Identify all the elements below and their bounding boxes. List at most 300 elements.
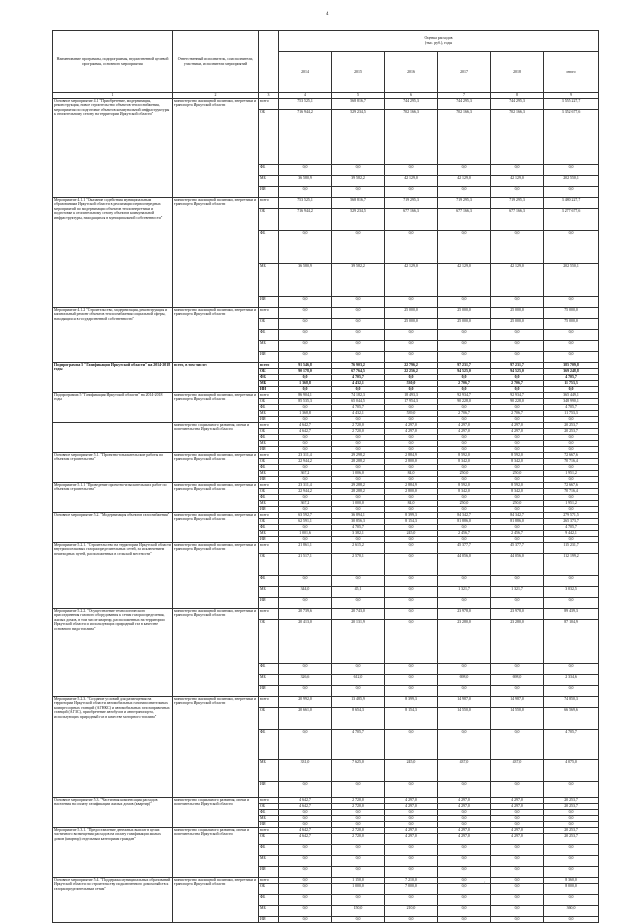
amount-cell: 1 951,2 [544, 500, 599, 506]
funding-source: ФБ [259, 809, 279, 815]
amount-cell: 0,0 [332, 440, 385, 446]
funding-source: МБ [259, 530, 279, 536]
amount-cell: 245,0 [385, 759, 438, 781]
table-row [53, 696, 599, 707]
amount-cell: 0,0 [279, 506, 332, 512]
amount-cell: 23 280,0 [491, 619, 544, 663]
amount-cell: 2 720,0 [332, 827, 385, 833]
amount-cell: 0,0 [544, 844, 599, 855]
amount-cell: 0,0 [332, 318, 385, 329]
amount-cell: 0,0 [385, 340, 438, 351]
amount-cell: 0,0 [332, 821, 385, 827]
funding-source: всего [259, 542, 279, 553]
amount-cell: 74 182,3 [332, 392, 385, 398]
amount-cell: 20 743,0 [332, 608, 385, 619]
amount-cell: 0,0 [332, 476, 385, 482]
amount-cell: 744 295,3 [385, 98, 438, 109]
amount-cell: 0,0 [385, 329, 438, 340]
amount-cell: 30 856,3 [332, 518, 385, 524]
amount-cell: 0,0 [385, 608, 438, 619]
amount-cell: 0,0 [279, 340, 332, 351]
amount-cell: 2 334,6 [544, 674, 599, 685]
amount-cell: 0,0 [332, 307, 385, 318]
amount-cell: 0,0 [491, 164, 544, 175]
table-row [53, 197, 599, 208]
amount-cell: 7 625,0 [332, 759, 385, 781]
amount-cell: 1 006,0 [332, 470, 385, 476]
amount-cell: 28 288,2 [332, 488, 385, 494]
amount-cell: 0,0 [491, 351, 544, 362]
amount-cell: 0,0 [279, 663, 332, 674]
amount-cell: 84 342,7 [438, 512, 491, 518]
amount-cell: 529 234,5 [332, 109, 385, 164]
amount-cell: 0,0 [491, 866, 544, 877]
amount-cell: 0,0 [438, 916, 491, 922]
amount-cell: 4 297,0 [491, 833, 544, 844]
amount-cell: 530,0 [385, 380, 438, 386]
amount-cell: 0,0 [332, 663, 385, 674]
amount-cell: 0,0 [544, 809, 599, 815]
amount-cell: 13 485,9 [332, 696, 385, 707]
amount-cell: 0,0 [332, 597, 385, 608]
amount-cell: 326,6 [279, 674, 332, 685]
amount-cell: 344,0 [279, 586, 332, 597]
header-year: 2015 [332, 52, 385, 93]
amount-cell: 115 231,7 [544, 542, 599, 553]
amount-cell: 94 525,0 [491, 368, 544, 374]
amount-cell: 84 342,7 [491, 512, 544, 518]
amount-cell: 2 884,9 [385, 482, 438, 488]
funding-source: ОБ [259, 368, 279, 374]
amount-cell: 0,0 [491, 916, 544, 922]
amount-cell: 4 642,7 [279, 827, 332, 833]
amount-cell: 0,0 [279, 230, 332, 263]
amount-cell: 0,0 [544, 434, 599, 440]
amount-cell: 81 886,0 [491, 518, 544, 524]
amount-cell: 20 253,7 [544, 797, 599, 803]
row-executor: министерство социального развития, опеки и попечительства Иркутской области [173, 797, 259, 827]
amount-cell: 0,0 [332, 815, 385, 821]
amount-cell: 22 256,2 [385, 368, 438, 374]
amount-cell: 0,0 [279, 729, 332, 759]
amount-cell: 0,0 [544, 329, 599, 340]
amount-cell: 0,0 [279, 685, 332, 696]
amount-cell: 87 104,9 [544, 619, 599, 663]
amount-cell: 0,0 [544, 855, 599, 866]
amount-cell: 0,0 [332, 866, 385, 877]
funding-source: ФБ [259, 575, 279, 586]
amount-cell: 4 297,0 [385, 428, 438, 434]
amount-cell: 0,0 [279, 374, 332, 380]
amount-cell: 0,0 [385, 524, 438, 530]
amount-cell: 245,0 [385, 530, 438, 536]
funding-source: МБ [259, 470, 279, 476]
amount-cell: 2 456,7 [438, 530, 491, 536]
table-row [53, 98, 599, 109]
amount-cell: 367,2 [279, 470, 332, 476]
amount-cell: 0,0 [332, 186, 385, 197]
amount-cell: 25 000,0 [385, 307, 438, 318]
amount-cell: 702 166,3 [438, 109, 491, 164]
amount-cell: 25 000,0 [438, 307, 491, 318]
amount-cell: 90 228,0 [491, 398, 544, 404]
amount-cell: 0,0 [385, 440, 438, 446]
amount-cell: 76 903,2 [332, 362, 385, 368]
amount-cell: 0,0 [385, 781, 438, 797]
amount-cell: 1 001,6 [279, 530, 332, 536]
amount-cell: 698,0 [438, 674, 491, 685]
amount-cell: 702 166,3 [491, 109, 544, 164]
amount-cell: 0,0 [544, 340, 599, 351]
amount-cell: 2 570,1 [332, 553, 385, 575]
amount-cell: 4 297,0 [438, 422, 491, 428]
amount-cell: 0,0 [385, 894, 438, 905]
row-executor: министерство жилищной политики, энергетики и транспорта Иркутской области [173, 542, 259, 608]
amount-cell: 0,0 [332, 809, 385, 815]
amount-cell: 66 569,6 [544, 707, 599, 729]
funding-source: МБ [259, 380, 279, 386]
amount-cell: 0,0 [438, 164, 491, 175]
funding-source: МБ [259, 175, 279, 186]
amount-cell: 1 321,7 [491, 586, 544, 597]
row-executor: министерство жилищной политики, энергетики и транспорта Иркутской области [173, 877, 259, 922]
amount-cell: 0,0 [279, 844, 332, 855]
amount-cell: 20 253,7 [544, 428, 599, 434]
funding-source: ФБ [259, 464, 279, 470]
amount-cell: 0,0 [438, 464, 491, 470]
amount-cell: 0,0 [544, 476, 599, 482]
header-year: 2018 [491, 52, 544, 93]
amount-cell: 0,0 [544, 916, 599, 922]
amount-cell: 4 297,0 [438, 803, 491, 809]
row-executor: министерство жилищной политики, энергетики и транспорта Иркутской области [173, 307, 259, 362]
amount-cell: 348 990,1 [544, 398, 599, 404]
amount-cell: 14 550,0 [438, 707, 491, 729]
amount-cell: 11 753,3 [544, 410, 599, 416]
amount-cell: 112 199,2 [544, 553, 599, 575]
row-name: Основное мероприятие 4.1 "Приобретение, модернизация, реконструкция, новое строительство объектов теплоснабжения, мероприятия по подготовке объектов коммунальной инфраструктуры к отопительному сезону на территории Иркутской области" [53, 98, 173, 197]
funding-source: всего [259, 797, 279, 803]
amount-cell: 2 720,0 [332, 833, 385, 844]
amount-cell: 202 550,1 [544, 175, 599, 186]
amount-cell: 0,0 [544, 296, 599, 307]
funding-source: ОБ [259, 428, 279, 434]
amount-cell: 0,0 [544, 351, 599, 362]
row-name: Подпрограмма 5 "Газификация Иркутской области" на 2014-2018 годы [53, 362, 173, 392]
amount-cell: 22 944,2 [279, 458, 332, 464]
funding-source: ИИ [259, 476, 279, 482]
amount-cell: 0,0 [279, 866, 332, 877]
amount-cell: 1 150,0 [332, 877, 385, 883]
funding-source: всего [259, 197, 279, 208]
funding-source: ОБ [259, 803, 279, 809]
amount-cell: 716 944,2 [279, 109, 332, 164]
amount-cell: 36 580,9 [279, 175, 332, 186]
amount-cell: 0,0 [385, 809, 438, 815]
amount-cell: 23 280,0 [438, 619, 491, 663]
amount-cell: 0,0 [385, 575, 438, 586]
amount-cell: 8 154,3 [385, 707, 438, 729]
amount-cell: 21 517,1 [279, 553, 332, 575]
amount-cell: 0,0 [385, 619, 438, 663]
amount-cell: 4 642,7 [279, 428, 332, 434]
amount-cell: 0,0 [544, 781, 599, 797]
amount-cell: 4 432,1 [332, 410, 385, 416]
amount-cell: 0,0 [279, 186, 332, 197]
funding-source: ОБ [259, 458, 279, 464]
amount-cell: 4 297,0 [385, 422, 438, 428]
row-name: Мероприятие 4.1.1 "Оказание содействия муниципальным образованиям Иркутской области в реализации первоочередных мероприятий по модернизации объектов теплоэнергетики и подготовке к отопительному сезону объектов коммунальной инфраструктуры, находящихся в муниципальной собственности" [53, 197, 173, 307]
amount-cell: 8 342,0 [438, 458, 491, 464]
amount-cell: 0,0 [491, 374, 544, 380]
amount-cell: 28 288,2 [332, 458, 385, 464]
amount-cell: 7 210,0 [385, 877, 438, 883]
amount-cell: 0,0 [491, 440, 544, 446]
amount-cell: 0,0 [438, 597, 491, 608]
amount-cell: 0,0 [544, 186, 599, 197]
amount-cell: 74 850,3 [544, 696, 599, 707]
amount-cell: 8 592,0 [491, 482, 544, 488]
amount-cell: 331,0 [279, 759, 332, 781]
funding-source: ОБ [259, 518, 279, 524]
header-year: 2016 [385, 52, 438, 93]
amount-cell: 0,0 [279, 464, 332, 470]
amount-cell: 0,0 [279, 575, 332, 586]
amount-cell: 4 705,7 [332, 374, 385, 380]
amount-cell: 0,0 [385, 186, 438, 197]
row-executor: министерство жилищной политики, энергетики и транспорта Иркутской области [173, 512, 259, 542]
amount-cell: 11 753,3 [544, 380, 599, 386]
amount-cell: 719 295,3 [385, 197, 438, 208]
amount-cell: 7 000,0 [385, 883, 438, 894]
amount-cell: 0,0 [385, 916, 438, 922]
amount-cell: 0,0 [332, 916, 385, 922]
funding-source: всего [259, 422, 279, 428]
funding-source: ОБ [259, 318, 279, 329]
table-row [53, 542, 599, 553]
amount-cell: 8 592,0 [438, 482, 491, 488]
funding-source: ФБ [259, 729, 279, 759]
amount-cell: 529 234,5 [332, 208, 385, 230]
amount-cell: 4 297,0 [438, 797, 491, 803]
funding-source: ОБ [259, 707, 279, 729]
amount-cell: 753 525,1 [279, 197, 332, 208]
amount-cell: 2 706,7 [491, 380, 544, 386]
amount-cell: 0,0 [279, 318, 332, 329]
amount-cell: 4 642,7 [279, 797, 332, 803]
amount-cell: 0,0 [438, 809, 491, 815]
amount-cell: 3 382,1 [332, 530, 385, 536]
header-year: 2014 [279, 52, 332, 93]
amount-cell: 0,0 [385, 729, 438, 759]
amount-cell: 0,0 [491, 476, 544, 482]
amount-cell: 90 178,0 [279, 368, 332, 374]
amount-cell: 744 295,3 [491, 98, 544, 109]
amount-cell: 0,0 [279, 781, 332, 797]
amount-cell: 202 550,1 [544, 263, 599, 296]
amount-cell: 1 000,0 [332, 883, 385, 894]
funding-source: всего [259, 98, 279, 109]
amount-cell: 42 129,0 [438, 175, 491, 186]
amount-cell: 1 368,8 [279, 380, 332, 386]
amount-cell: 42 129,0 [491, 263, 544, 296]
amount-cell: 0,0 [491, 404, 544, 410]
amount-cell: 1 951,2 [544, 470, 599, 476]
row-name: Основное мероприятие 5.1. "Проектно-изыскательские работы по объектам строительства" [53, 452, 173, 482]
amount-cell: 20 739,6 [279, 608, 332, 619]
amount-cell: 716 944,2 [279, 208, 332, 230]
row-executor: министерство социального развития, опеки и попечительства Иркутской области [173, 422, 259, 452]
amount-cell: 0,0 [279, 494, 332, 500]
amount-cell: 8 399,3 [385, 512, 438, 518]
amount-cell: 0,0 [491, 663, 544, 674]
funding-source: ФБ [259, 844, 279, 855]
funding-source: ИИ [259, 446, 279, 452]
amount-cell: 0,0 [385, 404, 438, 410]
amount-cell: 0,0 [491, 329, 544, 340]
amount-cell: 0,0 [332, 386, 385, 392]
amount-cell: 2 706,7 [491, 410, 544, 416]
funding-source: МБ [259, 586, 279, 597]
amount-cell: 0,0 [491, 340, 544, 351]
funding-source: ОБ [259, 619, 279, 663]
amount-cell: 0,0 [438, 386, 491, 392]
amount-cell: 3 555 227,7 [544, 98, 599, 109]
amount-cell: 0,0 [491, 494, 544, 500]
amount-cell: 0,0 [491, 186, 544, 197]
amount-cell: 86 904,1 [279, 392, 332, 398]
amount-cell: 0,0 [491, 685, 544, 696]
budget-table [52, 30, 599, 923]
row-name: Основное мероприятие 5.4. "Поддержка муниципальных образований Иркутской области по строительству подключенного домохозяйств к газораспределительным сетям" [53, 877, 173, 922]
funding-source: всего [259, 392, 279, 398]
funding-source: всего [259, 827, 279, 833]
amount-cell: 0,0 [438, 476, 491, 482]
amount-cell: 8 342,0 [491, 458, 544, 464]
amount-cell: 360,0 [544, 905, 599, 916]
amount-cell: 22 944,2 [279, 488, 332, 494]
row-executor: министерство жилищной политики, энергетики и транспорта Иркутской области [173, 98, 259, 197]
row-executor: министерство социального развития, опеки и попечительства Иркутской области [173, 827, 259, 877]
amount-cell: 0,0 [385, 542, 438, 553]
amount-cell: 0,0 [491, 446, 544, 452]
amount-cell: 250,0 [438, 500, 491, 506]
amount-cell: 0,0 [438, 230, 491, 263]
amount-cell: 0,0 [332, 844, 385, 855]
funding-source: МБ [259, 674, 279, 685]
amount-cell: 14 987,0 [491, 696, 544, 707]
amount-cell: 539,0 [385, 410, 438, 416]
amount-cell: 8 592,0 [438, 452, 491, 458]
amount-cell: 1 321,7 [438, 586, 491, 597]
amount-cell: 0,0 [491, 386, 544, 392]
funding-source: ФБ [259, 894, 279, 905]
amount-cell: 4 297,0 [385, 797, 438, 803]
amount-cell: 369 248,8 [544, 368, 599, 374]
funding-source: ИИ [259, 916, 279, 922]
funding-source: ФБ [259, 374, 279, 380]
amount-cell: 0,0 [491, 855, 544, 866]
amount-cell: 0,0 [279, 894, 332, 905]
amount-cell: 0,0 [332, 464, 385, 470]
header-name: Наименование программы, подпрограммы, ведомственной целевой программы, основного мероприятия [53, 31, 173, 93]
amount-cell: 4 297,0 [491, 827, 544, 833]
amount-cell: 0,0 [544, 685, 599, 696]
amount-cell: 568 816,7 [332, 197, 385, 208]
funding-source: всего [259, 877, 279, 883]
amount-cell: 0,0 [438, 575, 491, 586]
funding-source: всего [259, 482, 279, 488]
amount-cell: 0,0 [438, 416, 491, 422]
amount-cell: 20 253,7 [544, 803, 599, 809]
amount-cell: 365 449,1 [544, 392, 599, 398]
amount-cell: 25 000,0 [491, 318, 544, 329]
amount-cell: 744 295,3 [438, 98, 491, 109]
amount-cell: 20 661,0 [279, 707, 332, 729]
amount-cell: 0,0 [544, 894, 599, 905]
row-name [53, 422, 173, 452]
amount-cell: 0,0 [491, 821, 544, 827]
amount-cell: 0,0 [332, 416, 385, 422]
funding-source: ФБ [259, 329, 279, 340]
amount-cell: 0,0 [279, 877, 332, 883]
amount-cell: 8 000,0 [544, 883, 599, 894]
column-number: 9 [544, 93, 599, 99]
amount-cell: 4 297,0 [438, 827, 491, 833]
funding-source: всего [259, 362, 279, 368]
amount-cell: 44 056,0 [491, 553, 544, 575]
amount-cell: 0,0 [385, 866, 438, 877]
amount-cell: 250,0 [491, 500, 544, 506]
amount-cell: 62 591,1 [279, 518, 332, 524]
amount-cell: 36 894,1 [332, 512, 385, 518]
amount-cell: 0,0 [385, 597, 438, 608]
column-number: 8 [491, 93, 544, 99]
amount-cell: 1 368,8 [279, 410, 332, 416]
funding-source: всего [259, 452, 279, 458]
amount-cell: 0,0 [279, 905, 332, 916]
funding-source: всего [259, 512, 279, 518]
row-name: Мероприятие 5.2.1. "Строительство на территории Иркутской области внутрипоселковых газораспределительных сетей, за исключением пешеходных путей, расположенных в сельской местности" [53, 542, 173, 608]
funding-source: ИИ [259, 186, 279, 197]
amount-cell: 0,0 [279, 416, 332, 422]
amount-cell: 0,0 [438, 877, 491, 883]
amount-cell: 92 934,7 [491, 392, 544, 398]
amount-cell: 0,0 [491, 877, 544, 883]
amount-cell: 3 277 677,6 [544, 208, 599, 230]
funding-source: ИИ [259, 386, 279, 392]
amount-cell: 0,0 [385, 821, 438, 827]
column-number: 5 [332, 93, 385, 99]
amount-cell: 75 000,0 [544, 307, 599, 318]
row-name: Мероприятие 5.2.3. "Создание условий для размещения на территории Иркутской области автомобильных газонаполнительных компрессорных станций (АГНКС) и автомобильных газозаправочных станций (АГЗС), приобретение автобусов и автотранспорта, использующих природный газ в качестве моторного топлива" [53, 696, 173, 797]
amount-cell: 0,0 [438, 374, 491, 380]
column-number: 2 [173, 93, 259, 99]
amount-cell: 39 582,2 [332, 175, 385, 186]
amount-cell: 2 800,0 [385, 488, 438, 494]
funding-source: МБ [259, 905, 279, 916]
amount-cell: 385 709,8 [544, 362, 599, 368]
amount-cell: 72 667,6 [544, 452, 599, 458]
amount-cell: 0,0 [438, 894, 491, 905]
amount-cell: 0,0 [438, 434, 491, 440]
page-number: 4 [326, 12, 329, 17]
column-number: 7 [438, 93, 491, 99]
amount-cell: 0,0 [279, 536, 332, 542]
amount-cell: 97 231,7 [438, 362, 491, 368]
row-name: Мероприятие 5.3.1. "Предоставление денежных выплат в целях частичного возмещения расходов на оплату газификации жилых домов (квартир) отдельным категориям граждан" [53, 827, 173, 877]
amount-cell: 0,0 [438, 494, 491, 500]
